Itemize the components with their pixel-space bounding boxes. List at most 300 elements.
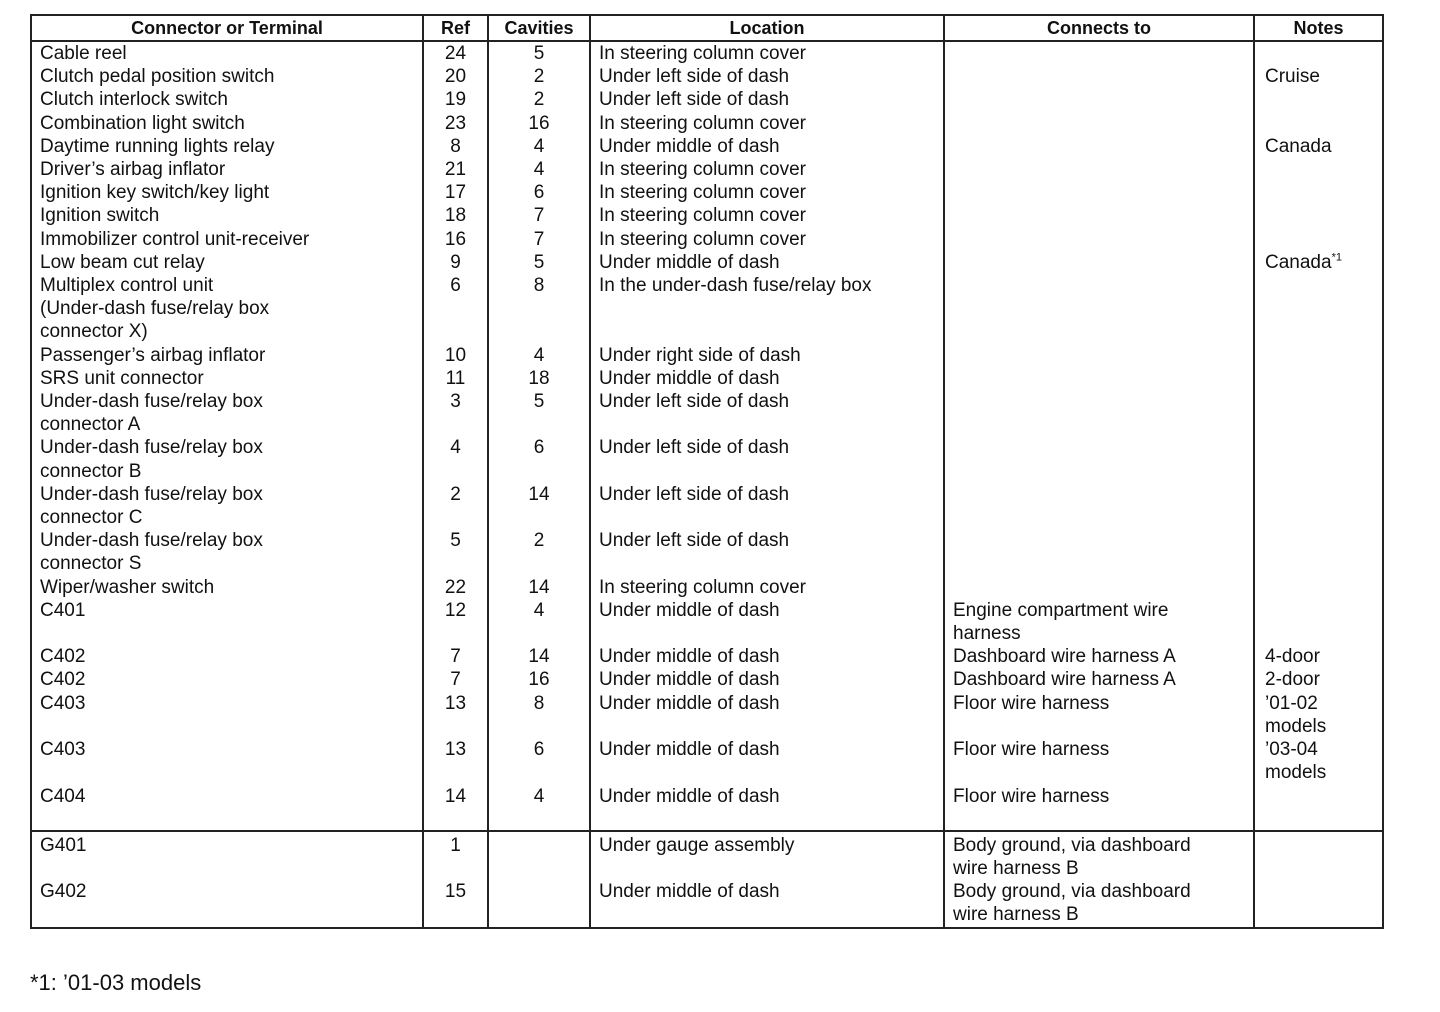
cell-location (590, 483, 944, 529)
col-header-connector: Connector or Terminal (31, 15, 423, 41)
cell-notes-text: Canada (1265, 135, 1332, 157)
cell-location (590, 181, 944, 204)
cell-connector-text: Multiplex control unit (Under-dash fuse/relay box connector X) (40, 275, 270, 343)
cell-connects-to (944, 41, 1254, 65)
cell-location-text: Under middle of dash (599, 669, 780, 691)
cell-ref-text: 10 (444, 344, 467, 366)
cell-connector (31, 41, 423, 65)
cell-ref (423, 228, 488, 251)
cell-connector-text: Combination light switch (40, 112, 245, 134)
cell-location (590, 668, 944, 691)
cell-connects-to (944, 668, 1254, 691)
cell-connector-text: Clutch interlock switch (40, 89, 228, 111)
cell-connects-to-text: Engine compartment wire harness (953, 599, 1169, 645)
cell-notes (1254, 692, 1383, 738)
cell-ref-text: 13 (444, 739, 467, 761)
cell-location (590, 367, 944, 390)
table-row (31, 692, 1383, 738)
cell-connects-to (944, 204, 1254, 227)
cell-connects-to (944, 344, 1254, 367)
cell-ref-text: 20 (444, 66, 467, 88)
cell-ref (423, 831, 488, 880)
cell-notes (1254, 65, 1383, 88)
cell-cavities-text: 4 (533, 159, 545, 181)
cell-connector-text: C403 (40, 739, 86, 761)
cell-ref (423, 204, 488, 227)
cell-connector-text: C401 (40, 599, 86, 621)
cell-location-text: Under middle of dash (599, 367, 780, 389)
cell-notes (1254, 529, 1383, 575)
cell-connector (31, 181, 423, 204)
cell-cavities-text: 4 (533, 135, 545, 157)
cell-ref-text: 15 (444, 881, 467, 903)
cell-location-text: Under middle of dash (599, 692, 780, 714)
cell-notes-text: 4-door (1265, 646, 1320, 668)
table-row (31, 135, 1383, 158)
cell-location (590, 158, 944, 181)
cell-location-text: In steering column cover (599, 205, 806, 227)
cell-location (590, 831, 944, 880)
cell-connector-text: Under-dash fuse/relay box connector S (40, 530, 263, 575)
cell-cavities (488, 181, 590, 204)
col-header-notes: Notes (1254, 15, 1383, 41)
cell-location-text: Under middle of dash (599, 881, 780, 903)
cell-connector-text: Passenger’s airbag inflator (40, 344, 266, 366)
cell-location-text: In steering column cover (599, 182, 806, 204)
cell-ref (423, 135, 488, 158)
cell-connector (31, 88, 423, 111)
cell-ref (423, 65, 488, 88)
cell-location (590, 738, 944, 784)
cell-cavities (488, 436, 590, 482)
cell-cavities (488, 738, 590, 784)
cell-cavities-text: 5 (533, 43, 545, 64)
cell-location-text: Under middle of dash (599, 251, 780, 273)
cell-location (590, 135, 944, 158)
cell-connects-to (944, 831, 1254, 880)
cell-cavities-text: 14 (528, 646, 550, 668)
cell-location (590, 880, 944, 927)
cell-connector (31, 645, 423, 668)
cell-connects-to (944, 529, 1254, 575)
table-row (31, 529, 1383, 575)
cell-cavities-text: 5 (533, 251, 545, 273)
cell-ref (423, 645, 488, 668)
table-row (31, 738, 1383, 784)
cell-location (590, 88, 944, 111)
cell-cavities (488, 88, 590, 111)
cell-location (590, 576, 944, 599)
cell-cavities-text: 16 (528, 669, 550, 691)
cell-ref-text: 2 (450, 483, 461, 505)
cell-connector-text: Cable reel (40, 43, 127, 64)
cell-connects-to (944, 599, 1254, 645)
table-row (31, 181, 1383, 204)
cell-cavities (488, 251, 590, 274)
cell-ref-text: 24 (444, 43, 467, 64)
cell-ref (423, 158, 488, 181)
cell-cavities (488, 65, 590, 88)
cell-cavities-text: 2 (533, 89, 545, 111)
cell-cavities-text: 14 (528, 576, 550, 598)
cell-cavities (488, 645, 590, 668)
cell-location (590, 112, 944, 135)
cell-connects-to (944, 645, 1254, 668)
cell-ref-text: 4 (450, 437, 461, 459)
cell-connector-text: Ignition key switch/key light (40, 182, 270, 204)
cell-ref (423, 344, 488, 367)
cell-notes (1254, 181, 1383, 204)
cell-connector (31, 158, 423, 181)
cell-cavities (488, 344, 590, 367)
cell-ref-text: 13 (444, 692, 467, 714)
cell-location (590, 390, 944, 436)
connector-rows (31, 41, 1383, 831)
cell-connects-to (944, 65, 1254, 88)
cell-notes (1254, 158, 1383, 181)
cell-connects-to (944, 576, 1254, 599)
cell-location-text: Under middle of dash (599, 646, 780, 668)
cell-connects-to-text: Floor wire harness (953, 785, 1110, 807)
cell-notes (1254, 785, 1383, 831)
cell-location (590, 204, 944, 227)
cell-location (590, 529, 944, 575)
cell-connector-text: Under-dash fuse/relay box connector B (40, 437, 263, 482)
col-header-cavities: Cavities (488, 15, 590, 41)
cell-location-text: In steering column cover (599, 43, 806, 64)
cell-connects-to (944, 274, 1254, 344)
cell-connects-to (944, 112, 1254, 135)
table-row (31, 251, 1383, 274)
cell-cavities (488, 599, 590, 645)
cell-cavities-text: 18 (528, 367, 550, 389)
cell-cavities (488, 228, 590, 251)
cell-connector (31, 251, 423, 274)
cell-connects-to-text: Floor wire harness (953, 739, 1110, 761)
cell-location-text: Under left side of dash (599, 66, 790, 88)
cell-notes (1254, 436, 1383, 482)
cell-connector (31, 135, 423, 158)
cell-location-text: Under middle of dash (599, 785, 780, 807)
cell-location (590, 599, 944, 645)
cell-location-text: Under gauge assembly (599, 834, 795, 856)
cell-notes (1254, 880, 1383, 927)
cell-connects-to-text: Floor wire harness (953, 692, 1110, 714)
cell-cavities-text: 14 (528, 483, 550, 505)
ground-rows (31, 831, 1383, 928)
cell-notes (1254, 599, 1383, 645)
cell-cavities-text: 2 (533, 530, 545, 552)
cell-connector (31, 367, 423, 390)
cell-ref-text: 18 (444, 205, 467, 227)
table-row (31, 436, 1383, 482)
cell-cavities-text: 5 (533, 391, 545, 413)
cell-connector (31, 112, 423, 135)
cell-ref (423, 367, 488, 390)
cell-ref-text: 11 (445, 367, 466, 389)
table-row (31, 645, 1383, 668)
cell-ref-text: 17 (444, 182, 467, 204)
cell-notes-text: 2-door (1265, 669, 1320, 691)
table-row (31, 785, 1383, 831)
cell-ref-text: 6 (450, 275, 461, 297)
cell-location (590, 65, 944, 88)
cell-connects-to (944, 158, 1254, 181)
cell-ref (423, 576, 488, 599)
cell-cavities-text: 4 (533, 344, 545, 366)
cell-cavities-text: 4 (533, 785, 545, 807)
cell-cavities-text: 7 (533, 205, 545, 227)
cell-cavities (488, 274, 590, 344)
cell-connector-text: Low beam cut relay (40, 251, 205, 273)
cell-connector-text: Daytime running lights relay (40, 135, 275, 157)
table-row (31, 204, 1383, 227)
table-row (31, 88, 1383, 111)
cell-connects-to (944, 88, 1254, 111)
cell-location (590, 41, 944, 65)
cell-location-text: Under left side of dash (599, 391, 790, 413)
cell-cavities (488, 692, 590, 738)
cell-ref-text: 8 (450, 135, 461, 157)
cell-ref (423, 529, 488, 575)
col-header-connects-to: Connects to (944, 15, 1254, 41)
cell-connector (31, 436, 423, 482)
cell-connector (31, 483, 423, 529)
cell-notes (1254, 228, 1383, 251)
cell-ref (423, 483, 488, 529)
cell-connector (31, 831, 423, 880)
cell-location (590, 692, 944, 738)
cell-ref-text: 5 (450, 530, 461, 552)
cell-ref (423, 785, 488, 831)
cell-ref-text: 23 (444, 112, 467, 134)
table-row (31, 390, 1383, 436)
cell-cavities (488, 483, 590, 529)
cell-notes (1254, 645, 1383, 668)
table-row (31, 576, 1383, 599)
cell-connector (31, 692, 423, 738)
cell-cavities-text: 6 (533, 437, 545, 459)
cell-location-text: Under middle of dash (599, 135, 780, 157)
cell-ref (423, 738, 488, 784)
cell-connects-to-text: Dashboard wire harness A (953, 646, 1176, 668)
cell-connector-text: C404 (40, 785, 86, 807)
cell-connects-to (944, 251, 1254, 274)
cell-ref (423, 41, 488, 65)
cell-ref-text: 14 (444, 785, 467, 807)
cell-connector-text: Under-dash fuse/relay box connector A (40, 391, 263, 436)
cell-notes (1254, 831, 1383, 880)
cell-ref-text: 3 (450, 391, 461, 413)
footnote: *1: ’01-03 models (30, 970, 202, 995)
cell-location-text: Under right side of dash (599, 344, 801, 366)
cell-connects-to (944, 390, 1254, 436)
cell-connects-to-text: Body ground, via dashboard wire harness B (953, 834, 1191, 879)
cell-connector-text: Clutch pedal position switch (40, 66, 275, 88)
header-row (31, 15, 1383, 41)
cell-notes (1254, 204, 1383, 227)
cell-ref (423, 880, 488, 927)
cell-notes (1254, 112, 1383, 135)
cell-connects-to (944, 228, 1254, 251)
cell-connects-to (944, 738, 1254, 784)
cell-notes (1254, 344, 1383, 367)
cell-connector (31, 390, 423, 436)
cell-location-text: Under left side of dash (599, 437, 790, 459)
cell-ref-text: 16 (444, 228, 467, 250)
cell-cavities-text: 8 (533, 275, 545, 297)
cell-cavities (488, 112, 590, 135)
table-row (31, 599, 1383, 645)
cell-ref-text: 19 (444, 89, 467, 111)
cell-connector-text: Ignition switch (40, 205, 160, 227)
cell-connector-text: C402 (40, 669, 86, 691)
cell-ref-text: 1 (450, 834, 461, 856)
cell-notes-text: ’03-04 models (1265, 739, 1327, 784)
cell-notes (1254, 367, 1383, 390)
cell-location (590, 251, 944, 274)
table-row (31, 344, 1383, 367)
cell-connector-text: G401 (40, 834, 87, 856)
cell-connector (31, 204, 423, 227)
cell-location-text: Under left side of dash (599, 89, 790, 111)
cell-cavities-text: 8 (533, 692, 545, 714)
cell-location-text: In the under-dash fuse/relay box (599, 275, 872, 297)
col-header-location: Location (590, 15, 944, 41)
cell-location-text: Under left side of dash (599, 483, 790, 505)
cell-cavities (488, 135, 590, 158)
cell-ref-text: 7 (450, 646, 461, 668)
cell-connector-text: C402 (40, 646, 86, 668)
cell-ref (423, 390, 488, 436)
table-row (31, 880, 1383, 927)
cell-connector (31, 529, 423, 575)
cell-location-text: In steering column cover (599, 576, 806, 598)
cell-connects-to-text: Dashboard wire harness A (953, 669, 1176, 691)
cell-cavities (488, 158, 590, 181)
cell-cavities (488, 831, 590, 880)
cell-location-text: In steering column cover (599, 112, 806, 134)
cell-cavities (488, 529, 590, 575)
cell-connects-to (944, 483, 1254, 529)
cell-connector (31, 65, 423, 88)
cell-connector-text: C403 (40, 692, 86, 714)
cell-connector (31, 274, 423, 344)
cell-location-text: Under left side of dash (599, 530, 790, 552)
table-row (31, 274, 1383, 344)
cell-location (590, 274, 944, 344)
cell-cavities-text: 16 (528, 112, 550, 134)
cell-ref-text: 12 (444, 599, 467, 621)
cell-notes (1254, 274, 1383, 344)
cell-cavities (488, 204, 590, 227)
cell-connects-to (944, 436, 1254, 482)
cell-connector-text: Wiper/washer switch (40, 576, 215, 598)
table-row (31, 65, 1383, 88)
cell-ref (423, 692, 488, 738)
cell-connector-text: Driver’s airbag inflator (40, 159, 226, 181)
table-row (31, 228, 1383, 251)
cell-connector (31, 576, 423, 599)
cell-connector (31, 344, 423, 367)
cell-location-text: In steering column cover (599, 228, 806, 250)
cell-location-text: In steering column cover (599, 159, 806, 181)
cell-connector (31, 880, 423, 927)
cell-connector (31, 738, 423, 784)
cell-notes (1254, 135, 1383, 158)
cell-notes-text: ’01-02 models (1265, 692, 1327, 737)
cell-connector-text: Under-dash fuse/relay box connector C (40, 483, 263, 529)
table-row (31, 483, 1383, 529)
cell-connector-text: G402 (40, 881, 87, 903)
cell-location-text: Under middle of dash (599, 739, 780, 761)
cell-cavities (488, 367, 590, 390)
cell-ref-text: 22 (444, 576, 467, 598)
table-row (31, 41, 1383, 65)
cell-cavities (488, 880, 590, 927)
cell-ref (423, 181, 488, 204)
cell-location (590, 344, 944, 367)
cell-cavities (488, 785, 590, 831)
cell-location (590, 645, 944, 668)
table-row (31, 668, 1383, 691)
cell-ref (423, 599, 488, 645)
cell-notes (1254, 483, 1383, 529)
cell-connector (31, 599, 423, 645)
cell-connects-to (944, 692, 1254, 738)
cell-location (590, 228, 944, 251)
cell-ref (423, 88, 488, 111)
footnote-marker: *1 (1331, 251, 1342, 264)
cell-notes (1254, 251, 1383, 274)
table-row (31, 367, 1383, 390)
cell-ref (423, 251, 488, 274)
cell-ref-text: 21 (444, 159, 467, 181)
cell-location-text: Under middle of dash (599, 599, 780, 621)
cell-cavities-text: 6 (533, 739, 545, 761)
cell-notes-text: Canada (1265, 251, 1332, 273)
cell-connects-to (944, 880, 1254, 927)
cell-notes (1254, 576, 1383, 599)
cell-cavities-text: 4 (533, 599, 545, 621)
cell-cavities-text: 7 (533, 228, 545, 250)
table-row (31, 112, 1383, 135)
cell-notes (1254, 390, 1383, 436)
cell-notes (1254, 41, 1383, 65)
cell-connector-text: SRS unit connector (40, 367, 204, 389)
cell-ref (423, 436, 488, 482)
table-row (31, 831, 1383, 880)
cell-ref (423, 112, 488, 135)
cell-connects-to-text: Body ground, via dashboard wire harness B (953, 881, 1191, 926)
table-row (31, 158, 1383, 181)
cell-notes (1254, 88, 1383, 111)
cell-connector (31, 785, 423, 831)
cell-cavities (488, 576, 590, 599)
cell-cavities-text: 2 (533, 66, 545, 88)
cell-cavities (488, 390, 590, 436)
cell-connector (31, 228, 423, 251)
cell-notes (1254, 738, 1383, 784)
cell-cavities (488, 668, 590, 691)
cell-notes-text: Cruise (1265, 66, 1320, 88)
cell-connects-to (944, 367, 1254, 390)
col-header-ref: Ref (423, 15, 488, 41)
cell-ref (423, 668, 488, 691)
cell-connector-text: Immobilizer control unit-receiver (40, 228, 310, 250)
cell-cavities-text: 6 (533, 182, 545, 204)
cell-connector (31, 668, 423, 691)
